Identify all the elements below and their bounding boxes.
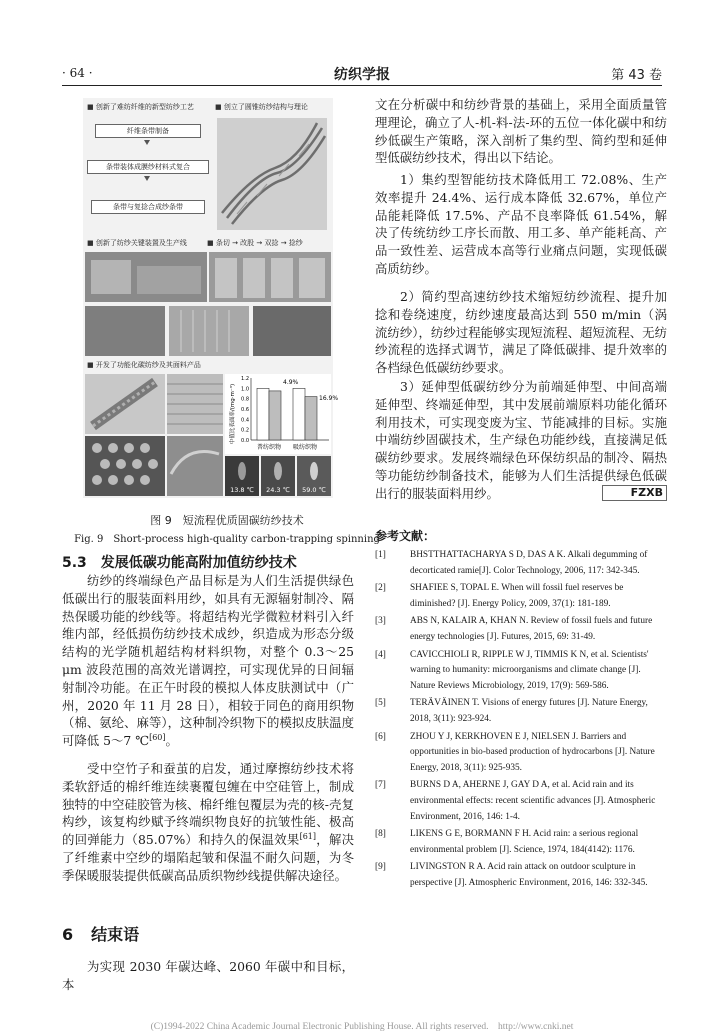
chart-category-label: 普纺织物: [256, 444, 282, 451]
reference-text: BURNS D A, AHERNE J, GAY D A, et al. Acid rain and its environmental effects: recent scientific advances [J]. Atmospheric Environment, 2016, 146: 1-4.: [410, 780, 656, 822]
chart-ytick-label: 0.4: [241, 417, 249, 424]
section-heading-6: [62, 922, 139, 945]
reference-number: [8]: [375, 829, 386, 840]
reference-number: [5]: [375, 698, 386, 709]
section-title: 结束语: [91, 925, 140, 944]
paragraph-5-3-1: [62, 572, 354, 750]
chart-ytick-label: 0.2: [241, 427, 249, 434]
reference-number: [7]: [375, 780, 386, 791]
citation: [61]: [299, 832, 316, 842]
thermal-images: [225, 456, 331, 496]
citation: [60]: [149, 733, 166, 743]
reference-number: [6]: [375, 731, 386, 742]
paragraph-text: ，解决了纤维素中空纱的塌陷起皱和保温不耐久问题，为冬季保暖服装提供低碳高品质织物纱线提供解决途径。: [62, 832, 355, 883]
reference-item: [375, 860, 667, 891]
reference-item: [375, 827, 667, 858]
yarn-structure-image: [217, 118, 327, 230]
chart-bar: [305, 397, 317, 440]
chart-annotation: 4.9%: [283, 379, 299, 386]
chart-ylabel: 中值比表面率/(mg·m⁻³): [230, 383, 236, 445]
reference-item: [375, 614, 667, 645]
reference-item: [375, 648, 667, 695]
fzxb-mark: FZXB: [602, 485, 667, 501]
production-line-photos: [85, 252, 331, 356]
figure-caption-en: Fig. 9 Short-process high-quality carbon-trapping spinning: [74, 534, 380, 545]
volume-label: 第 43 卷: [611, 68, 662, 83]
references-list: [375, 548, 667, 893]
flow-step-3: 条带与复捻合成纱条带: [91, 200, 205, 214]
reference-item: [375, 548, 667, 579]
paragraph-text: 受中空竹子和蚕茧的启发，通过摩擦纺纱技术将柔软舒适的棉纤维连续裹覆包缠在中空硅管上，制成独特的中空硅胶管为核、棉纤维包覆层为壳的核-壳复构纱，该复构纱赋予终端织物良好的抗皱性能、极高的回弹能力（85.07%）和持久的保温效果: [62, 761, 354, 848]
reference-text: CAVICCHIOLI R, RIPPLE W J, TIMMIS K N, et al. Scientists' warning to humanity: microorganisms and climate change [J]. Nature Reviews Microbiology, 2019, 17(9): 569-586.: [410, 649, 649, 691]
journal-title: 纺织学报: [334, 67, 390, 83]
reference-text: TERÄVÄINEN T. Visions of energy futures [J]. Nature Energy, 2018, 3(11): 923-924.: [410, 698, 648, 724]
header-rule: [62, 85, 662, 86]
paragraph-intro: 文在分析碳中和纺纱背景的基础上，采用全面质量管理理论，确立了人-机-料-法-环的五位一体化碳中和纺纱低碳生产策略，深入剖析了集约型、简约型和延伸型低碳纺纱技术，得出以下结论。: [375, 97, 667, 166]
chart-bar: [269, 391, 281, 440]
chart-ytick-label: 0.8: [241, 396, 249, 403]
figure-9: [83, 98, 339, 498]
page-number: · 64 ·: [62, 66, 93, 80]
reference-number: [2]: [375, 583, 386, 594]
reference-item: [375, 581, 667, 612]
chart-ytick-label: 0.0: [241, 438, 249, 444]
paragraph-5-3-2: [62, 760, 354, 885]
reference-number: [9]: [375, 862, 386, 873]
reference-text: LIVINGSTON R A. Acid rain attack on outdoor sculpture in perspective [J]. Atmospheric Environment, 2016, 146: 332-345.: [410, 862, 648, 888]
reference-item: [375, 696, 667, 727]
flow-step-2: 条带装体成膜纱材料式复合: [87, 160, 209, 174]
chart-annotation: 16.9%: [319, 395, 339, 402]
references-title: 参考文献：: [375, 529, 436, 543]
chart-bar: [293, 388, 305, 440]
flow-arrow-icon: [144, 140, 150, 145]
chart-ytick-label: 1.0: [241, 386, 249, 393]
panel1-title-right: ■ 创立了圆锥纺纱结构与理论: [215, 102, 308, 112]
reference-text: ABS N, KALAIR A, KHAN N. Review of fossil fuels and future energy technologies [J]. Futures, 2015, 69: 31-49.: [410, 616, 653, 642]
reference-text: BHSTTHATTACHARYA S D, DAS A K. Alkali degumming of decorticated ramie[J]. Color Technology, 2006, 117: 342-345.: [410, 550, 648, 576]
chart-bar: [257, 388, 269, 440]
reference-text: SHAFIEE S, TOPAL E. When will fossil fuel reserves be diminished? [J]. Energy Policy, 2009, 37(1): 181-189.: [410, 583, 624, 609]
chart-ytick-label: 1.2: [241, 376, 249, 382]
thermal-temp-2: 24.3 ℃: [266, 486, 290, 494]
chart-category-label: 吸纺织物: [292, 444, 318, 451]
section-heading-5-3: 5.3 发展低碳功能高附加值纺纱技术: [62, 555, 297, 571]
section-number: 6: [62, 925, 74, 944]
reference-text: ZHOU Y J, KERKHOVEN E J, NIELSEN J. Barriers and opportunities in bio-based production of hydrocarbons [J]. Nature Energy, 2018, 3(11): 925-935.: [410, 731, 655, 773]
paragraph-text: 3）延伸型低碳纺纱分为前端延伸型、中间高端延伸型、终端延伸型，其中发展前端原料功能化循环利用技术，可实现变废为宝、节能减排的目标。实施中端纺纱固碳技术，生产绿色功能纱线，直接满足低碳纺纱要求。发展终端绿色环保纺织品的制冷、隔热等功能纺纱制备技术，能够为人们生活提供绿色低碳出行的服装面料用纱。: [375, 379, 667, 501]
fabric-images: [167, 374, 223, 496]
reference-number: [3]: [375, 616, 386, 627]
reference-text: LIKENS G E, BORMANN F H. Acid rain: a serious regional environmental problem [J]. Science, 1974, 184(4142): 1176.: [410, 829, 639, 855]
panel2-process: ■ 条切 → 改股 → 双捻 → 捻纱: [207, 238, 303, 248]
thermal-temp-1: 13.8 ℃: [230, 486, 254, 494]
yarn-samples-images: [85, 374, 165, 496]
chart-ytick-label: 0.6: [241, 407, 249, 413]
paragraph-text: 纺纱的终端绿色产品目标是为人们生活提供绿色低碳出行的服装面料用纱，如具有无源辐射制冷、隔热保暖功能的纱线等。将超结构光学微粒材料引入纤维内部，经低损伤纺纱技术成纱，织造成为形态分级结构的光学随机超结构材料织物，对整个 0.3～25 μm 波段范围的高效光谱调控，可实现优异的日间辐射制冷功能。在正午时段的模拟人体皮肤测试中（广州，2020 年 11 月 28 日），相较于同色的商用织物（棉、氨纶、麻等），这种制冷织物下的模拟皮肤温度可降低 5～7 ℃: [62, 573, 354, 749]
reference-item: [375, 778, 667, 825]
reference-number: [4]: [375, 649, 386, 660]
paragraph-text: 。: [165, 733, 178, 749]
reference-item: [375, 730, 667, 777]
figure-caption-cn: 图 9 短流程优质固碳纺纱技术: [150, 514, 304, 527]
copyright-footer: (C)1994-2022 China Academic Journal Electronic Publishing House. All rights reserved. http://www.cnki.net: [150, 1022, 574, 1032]
bar-chart: [225, 374, 339, 454]
conclusion-point-3: [375, 378, 667, 503]
panel3-title: ■ 开发了功能化碳纺纱及其面料产品: [87, 360, 201, 370]
thermal-temp-3: 59.0 ℃: [302, 486, 326, 494]
panel1-title-left: ■ 创新了难纺纤维的新型纺纱工艺: [87, 102, 194, 112]
flow-arrow-icon: [144, 176, 150, 181]
flow-step-1: 纤维条带制备: [95, 124, 201, 138]
conclusion-point-1: 1）集约型智能纺技术降低用工 72.08%、生产效率提升 24.4%、运行成本降低 32.67%，单位产品能耗降低 17.5%、产品不良率降低 61.54%，解决了传统纺纱工序长而散、用工多、单产能耗高、产品一致性差、运营成本高等行业痛点问题，实现低碳高质纺纱。: [375, 172, 667, 276]
conclusion-point-2: 2）简约型高速纺纱技术缩短纺纱流程、提升加捻和卷绕速度，纺纱速度最高达到 550 m/min（涡流纺纱），纺纱过程能够实现短流程、超短流程、无纺纱流程的选择式调节，满足了降低碳排、提升效率的各档绿色低碳纺纱要求。: [375, 289, 667, 376]
paragraph-6-1: 为实现 2030 年碳达峰、2060 年碳中和目标，本: [62, 959, 354, 992]
panel2-title: ■ 创新了纺纱关键装置及生产线: [87, 238, 187, 248]
reference-number: [1]: [375, 550, 386, 560]
